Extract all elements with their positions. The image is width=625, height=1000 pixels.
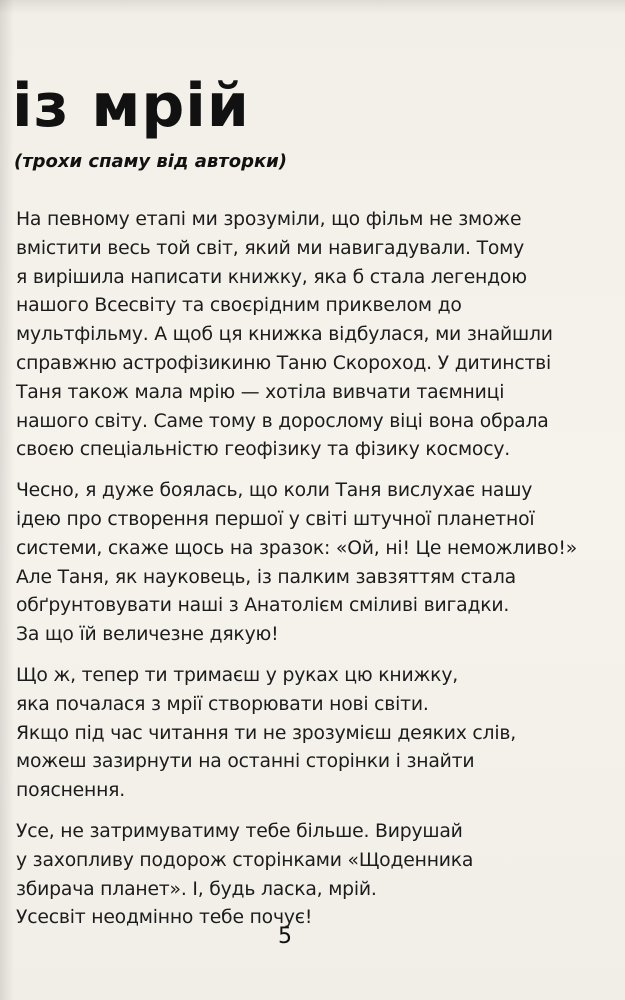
body-text	[16, 206, 616, 945]
text-line: Якщо під час читання ти не зрозумієш деяких слів,	[16, 722, 517, 744]
text-line: своєю спеціальністю геофізику та фізику космосу.	[16, 439, 511, 461]
page-subtitle: (трохи спаму від авторки)	[14, 151, 288, 172]
text-line: вмістити весь той світ, який ми навигадували. Тому	[16, 237, 525, 259]
text-line: Усесвіт неодмінно тебе почує!	[16, 907, 313, 929]
text-line: Чесно, я дуже боялась, що коли Таня вислухає нашу	[16, 480, 533, 502]
text-line: Що ж, тепер ти тримаєш у руках цю книжку,	[16, 664, 459, 686]
text-line: можеш зазирнути на останні сторінки і знайти	[16, 751, 475, 773]
text-line: нашого світу. Саме тому в дорослому віці вона обрала	[16, 410, 549, 432]
text-line: нашого Всесвіту та своєрідним приквелом до	[16, 295, 462, 317]
text-line: Таня також мала мрію — хотіла вивчати таємниці	[16, 381, 505, 403]
text-line: Усе, не затримуватиму тебе більше. Вирушай	[16, 820, 463, 842]
text-line: Але Таня, як науковець, із палким завзяттям стала	[16, 566, 516, 588]
paragraph	[16, 662, 616, 806]
text-line: яка почалася з мрії створювати нові світи.	[16, 693, 429, 715]
text-line: обґрунтовувати наші з Анатолієм сміливі вигадки.	[16, 595, 510, 617]
page-edge-shadow	[0, 0, 625, 14]
text-line: я вирішила написати книжку, яка б стала легендою	[16, 266, 527, 288]
text-line: системи, скаже щось на зразок: «Ой, ні! Це неможливо!»	[16, 537, 578, 559]
text-line: у захопливу подорож сторінками «Щоденника	[16, 849, 474, 871]
page-title: із мрій	[12, 71, 250, 141]
text-line: справжню астрофізикиню Таню Скороход. У дитинстві	[16, 352, 552, 374]
paragraph	[16, 477, 616, 650]
text-line: ідею про створення першої у світі штучної планетної	[16, 508, 535, 530]
text-line: пояснення.	[16, 780, 126, 802]
text-line: збирача планет». І, будь ласка, мрій.	[16, 878, 377, 900]
paragraph	[16, 818, 616, 933]
page-number: 5	[278, 924, 292, 949]
text-line: За що їй величезне дякую!	[16, 624, 279, 646]
paragraph	[16, 206, 616, 465]
text-line: На певному етапі ми зрозуміли, що фільм не зможе	[16, 209, 522, 230]
text-line: мультфільму. А щоб ця книжка відбулася, ми знайшли	[16, 324, 553, 346]
